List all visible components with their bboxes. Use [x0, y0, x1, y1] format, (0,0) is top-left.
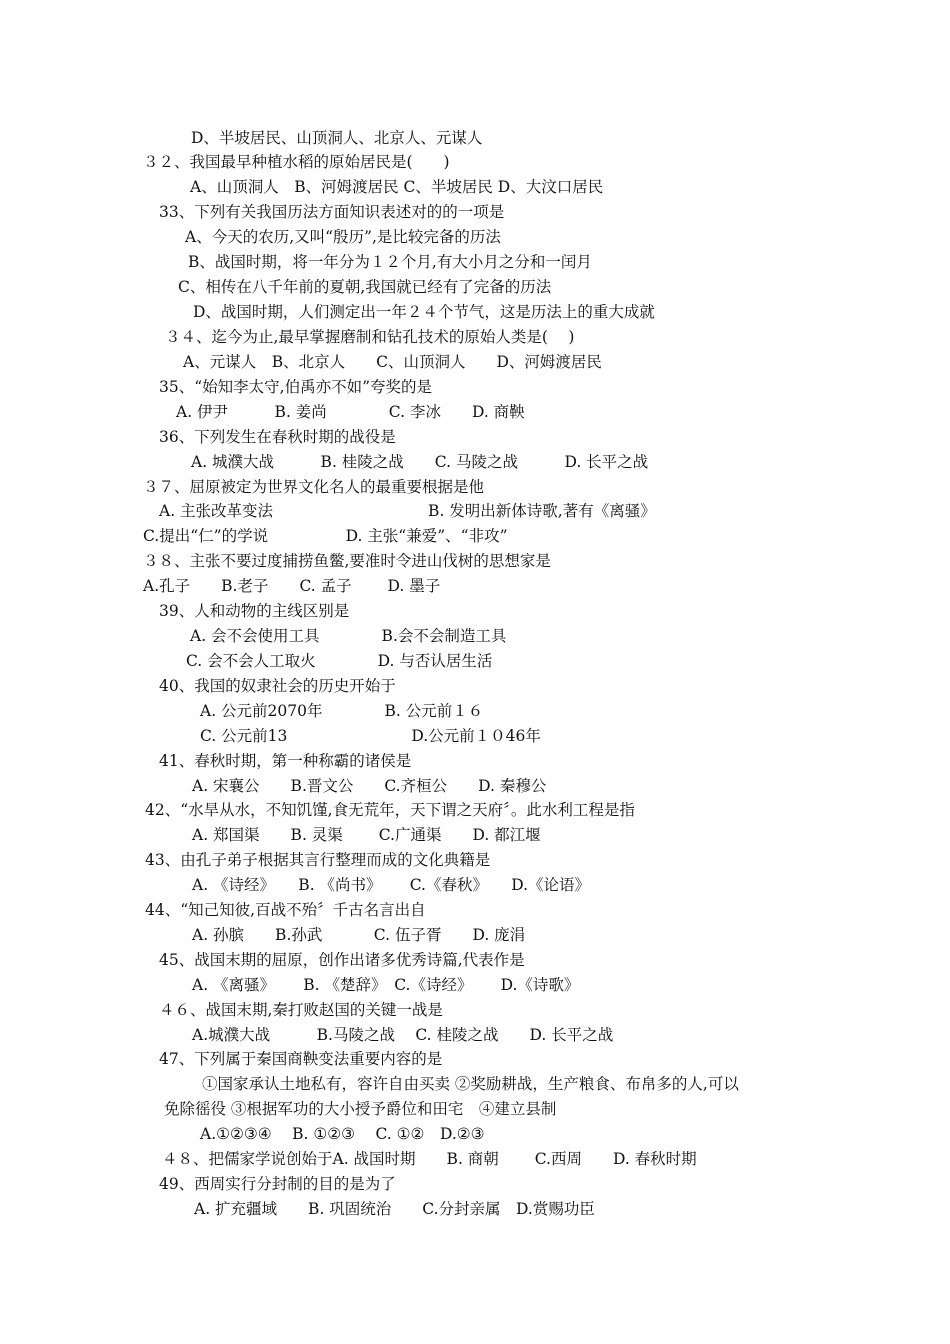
q47-options: A.①②③④ B. ①②③ C. ①② D.②③ — [200, 1125, 485, 1143]
q37-options-cd: C.提出“仁”的学说 D. 主张“兼爱”、“非攻” — [143, 527, 508, 545]
q32-options: A、山顶洞人 B、河姆渡居民 C、半坡居民 D、大汶口居民 — [190, 178, 604, 196]
q45-options: A. 《离骚》 B. 《楚辞》 C.《诗经》 D.《诗歌》 — [192, 976, 580, 994]
q31-option-d: D、半坡居民、山顶洞人、北京人、元谋人 — [191, 129, 483, 147]
q33-question: 33、下列有关我国历法方面知识表述对的的一项是 — [159, 203, 505, 221]
q44-options: A. 孙膑 B.孙武 C. 伍子胥 D. 庞涓 — [192, 926, 526, 944]
q40-question: 40、我国的奴隶社会的历史开始于 — [159, 677, 396, 695]
q49-options: A. 扩充疆域 B. 巩固统治 C.分封亲属 D.赏赐功臣 — [194, 1200, 595, 1218]
q33-option-b: B、战国时期，将一年分为１２个月,有大小月之分和一闰月 — [188, 253, 592, 271]
q44-question: 44、“知己知彼,百战不殆〞千古名言出自 — [145, 901, 426, 919]
q38-question: ３８、主张不要过度捕捞鱼鳖,要准时令进山伐树的思想家是 — [143, 552, 551, 570]
q37-question: ３７、屈原被定为世界文化名人的最重要根据是他 — [143, 478, 485, 496]
q42-options: A. 郑国渠 B. 灵渠 C.广通渠 D. 都江堰 — [192, 826, 541, 844]
q48-question-options: ４８、把儒家学说创始于A. 战国时期 B. 商朝 C.西周 D. 春秋时期 — [162, 1150, 697, 1168]
q41-options: A. 宋襄公 B.晋文公 C.齐桓公 D. 秦穆公 — [192, 777, 547, 795]
q39-options-ab: A. 会不会使用工具 B.会不会制造工具 — [190, 627, 507, 645]
q37-options-ab: A. 主张改革变法 B. 发明出新体诗歌,著有《离骚》 — [159, 502, 656, 520]
q47-question: 47、下列属于秦国商鞅变法重要内容的是 — [159, 1050, 443, 1068]
q41-question: 41、春秋时期，第一种称霸的诸侯是 — [159, 752, 412, 770]
q35-question: 35、“始知李太守,伯禹亦不如”夸奖的是 — [159, 378, 432, 396]
q42-question: 42、“水旱从水，不知饥馑,食无荒年，天下谓之天府〞。此水利工程是指 — [145, 801, 635, 819]
q35-options: A. 伊尹 B. 姜尚 C. 李冰 D. 商鞅 — [176, 403, 525, 421]
q46-options: A.城濮大战 B.马陵之战 C. 桂陵之战 D. 长平之战 — [192, 1026, 614, 1044]
q43-options: A. 《诗经》 B. 《尚书》 C.《春秋》 D.《论语》 — [192, 876, 591, 894]
q46-question: ４６、战国末期,秦打败赵国的关键一战是 — [159, 1001, 443, 1019]
q36-options: A. 城濮大战 B. 桂陵之战 C. 马陵之战 D. 长平之战 — [191, 453, 649, 471]
q49-question: 49、西周实行分封制的目的是为了 — [159, 1175, 396, 1193]
q39-options-cd: C. 会不会人工取火 D. 与否认居生活 — [186, 652, 493, 670]
q32-question: ３２、我国最早种植水稻的原始居民是( ) — [143, 153, 450, 171]
q33-option-a: A、今天的农历,又叫“殷历”,是比较完备的历法 — [185, 228, 501, 246]
q38-options: A.孔子 B.老子 C. 孟子 D. 墨子 — [143, 577, 441, 595]
q40-options-ab: A. 公元前2070年 B. 公元前１６ — [200, 702, 484, 720]
q33-option-d: D、战国时期，人们测定出一年２４个节气，这是历法上的重大成就 — [193, 303, 655, 321]
q36-question: 36、下列发生在春秋时期的战役是 — [159, 428, 396, 446]
q39-question: 39、人和动物的主线区别是 — [159, 602, 350, 620]
q34-question: ３４、迄今为止,最早掌握磨制和钻孔技术的原始人类是( ) — [165, 328, 575, 346]
q47-statements-line2: 免除徭役 ③根据军功的大小授予爵位和田宅 ④建立县制 — [164, 1100, 557, 1118]
q47-statements-line1: ①国家承认土地私有，容许自由买卖 ②奖励耕战，生产粮食、布帛多的人,可以 — [202, 1075, 739, 1093]
q43-question: 43、由孔子弟子根据其言行整理而成的文化典籍是 — [145, 851, 491, 869]
q45-question: 45、战国末期的屈原，创作出诸多优秀诗篇,代表作是 — [159, 951, 525, 969]
q40-options-cd: C. 公元前13 D.公元前１０46年 — [200, 727, 541, 745]
q33-option-c: C、相传在八千年前的夏朝,我国就已经有了完备的历法 — [178, 278, 552, 296]
q34-options: A、元谋人 B、北京人 C、山顶洞人 D、河姆渡居民 — [183, 353, 602, 371]
